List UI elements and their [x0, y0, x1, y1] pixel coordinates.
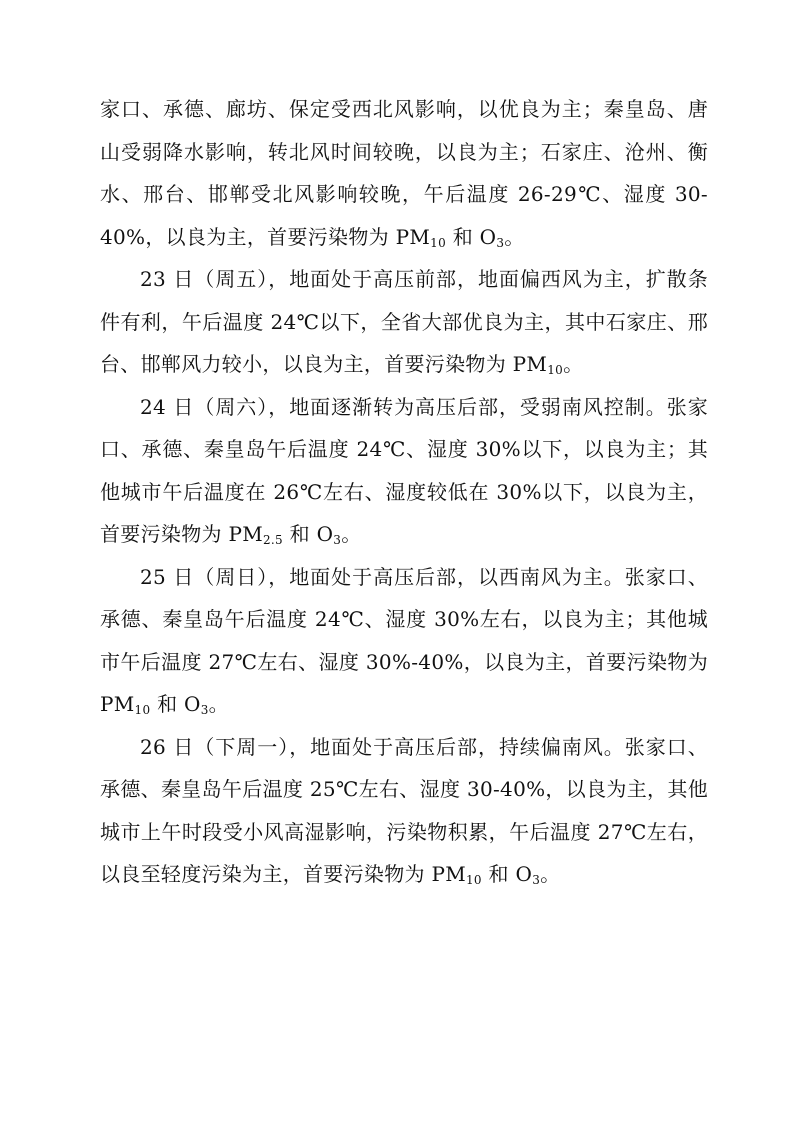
paragraph-day-26: 26 日（下周一），地面处于高压后部，持续偏南风。张家口、承德、秦皇岛午后温度 25℃左右、湿度 30-40%，以良为主，其他城市上午时段受小风高湿影响，污染物积累，午后温度 27℃左右，以良至轻度污染为主，首要污染物为 $PM_{10}$ 和 $O_3$。	[100, 734, 708, 887]
paragraph-continued: 家口、承德、廊坊、保定受西北风影响，以优良为主；秦皇岛、唐山受弱降水影响，转北风时间较晚，以良为主；石家庄、沧州、衡水、邢台、邯郸受北风影响较晚，午后温度 26-29℃、湿度 30-40%，以良为主，首要污染物为 $PM_{10}$ 和 $O_3$。	[100, 97, 708, 250]
paragraph-day-24: 24 日（周六），地面逐渐转为高压后部，受弱南风控制。张家口、承德、秦皇岛午后温度 24℃、湿度 30%以下，以良为主；其他城市午后温度在 26℃左右、湿度较低在 30%以下，以良为主，首要污染物为 $PM_{2.5}$ 和 $O_3$。	[100, 394, 708, 547]
paragraph-day-25: 25 日（周日），地面处于高压后部，以西南风为主。张家口、承德、秦皇岛午后温度 24℃、湿度 30%左右，以良为主；其他城市午后温度 27℃左右、湿度 30%-40%，以良为主，首要污染物为 $PM_{10}$ 和 $O_3$。	[100, 564, 708, 717]
document-body	[100, 88, 708, 896]
paragraph-day-23: 23 日（周五），地面处于高压前部，地面偏西风为主，扩散条件有利，午后温度 24℃以下，全省大部优良为主，其中石家庄、邢台、邯郸风力较小，以良为主，首要污染物为 $PM_{10}$。	[100, 267, 708, 377]
